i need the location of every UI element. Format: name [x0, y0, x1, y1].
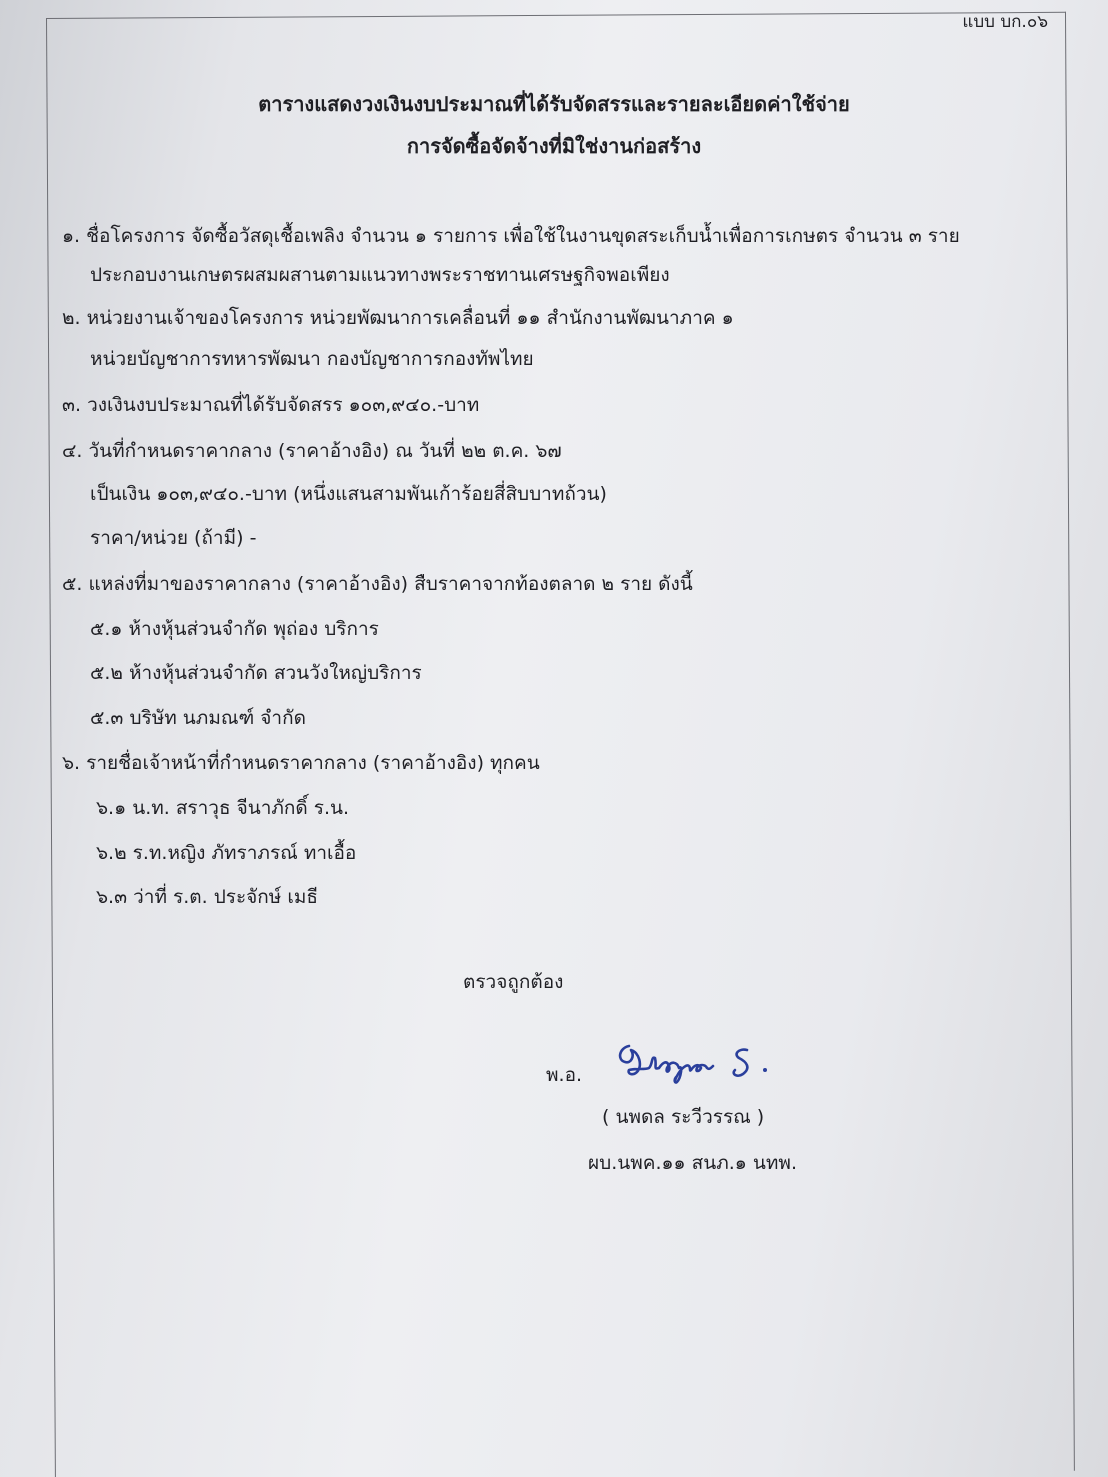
signer-rank: พ.อ. — [546, 1064, 583, 1086]
item-3-budget: ๓. วงเงินงบประมาณที่ได้รับจัดสรร ๑๐๓,๙๔๐.-บาท — [62, 394, 480, 416]
source-5-1: ๕.๑ ห้างหุ้นส่วนจำกัด พุถ่อง บริการ — [90, 618, 379, 640]
item-4-reference-date: ๔. วันที่กำหนดราคากลาง (ราคาอ้างอิง) ณ วันที่ ๒๒ ต.ค. ๖๗ — [62, 440, 562, 462]
official-6-3: ๖.๓ ว่าที่ ร.ต. ประจักษ์ เมธี — [96, 886, 318, 908]
item-2-continuation: หน่วยบัญชาการทหารพัฒนา กองบัญชาการกองทัพไทย — [90, 348, 534, 370]
source-5-3: ๕.๓ บริษัท นภมณฑ์ จำกัด — [90, 707, 306, 729]
signer-name: ( นพดล ระวีวรรณ ) — [602, 1106, 765, 1128]
source-5-2: ๕.๒ ห้างหุ้นส่วนจำกัด สวนวังใหญ่บริการ — [90, 662, 422, 684]
handwritten-signature — [615, 1038, 785, 1088]
item-4-unit-price: ราคา/หน่วย (ถ้ามี) - — [90, 527, 257, 549]
item-6-officials: ๖. รายชื่อเจ้าหน้าที่กำหนดราคากลาง (ราคาอ้างอิง) ทุกคน — [62, 752, 540, 774]
form-code: แบบ บก.๐๖ — [962, 12, 1048, 32]
item-4-amount: เป็นเงิน ๑๐๓,๙๔๐.-บาท (หนึ่งแสนสามพันเก้าร้อยสี่สิบบาทถ้วน) — [90, 483, 607, 505]
item-2-owner-unit: ๒. หน่วยงานเจ้าของโครงการ หน่วยพัฒนาการเคลื่อนที่ ๑๑ สำนักงานพัฒนาภาค ๑ — [62, 307, 734, 329]
item-5-price-sources: ๕. แหล่งที่มาของราคากลาง (ราคาอ้างอิง) สืบราคาจากท้องตลาด ๒ ราย ดังนี้ — [62, 573, 693, 595]
document-title-line1: ตารางแสดงวงเงินงบประมาณที่ได้รับจัดสรรและรายละเอียดค่าใช้จ่าย — [258, 92, 850, 116]
official-6-1: ๖.๑ น.ท. สราวุธ จีนาภักดิ์ ร.น. — [96, 797, 350, 819]
signer-position: ผบ.นพค.๑๑ สนภ.๑ นทพ. — [588, 1152, 797, 1174]
official-6-2: ๖.๒ ร.ท.หญิง ภัทราภรณ์ ทาเอื้อ — [96, 842, 357, 864]
certify-text: ตรวจถูกต้อง — [463, 971, 564, 993]
document-title-line2: การจัดซื้อจัดจ้างที่มิใช่งานก่อสร้าง — [406, 134, 702, 158]
item-1-continuation: ประกอบงานเกษตรผสมผสานตามแนวทางพระราชทานเศรษฐกิจพอเพียง — [90, 264, 670, 286]
item-1-project-name: ๑. ชื่อโครงการ จัดซื้อวัสดุเชื้อเพลิง จำนวน ๑ รายการ เพื่อใช้ในงานขุดสระเก็บน้ำเพื่อการเกษตร จำนวน ๓ ราย — [62, 225, 960, 247]
